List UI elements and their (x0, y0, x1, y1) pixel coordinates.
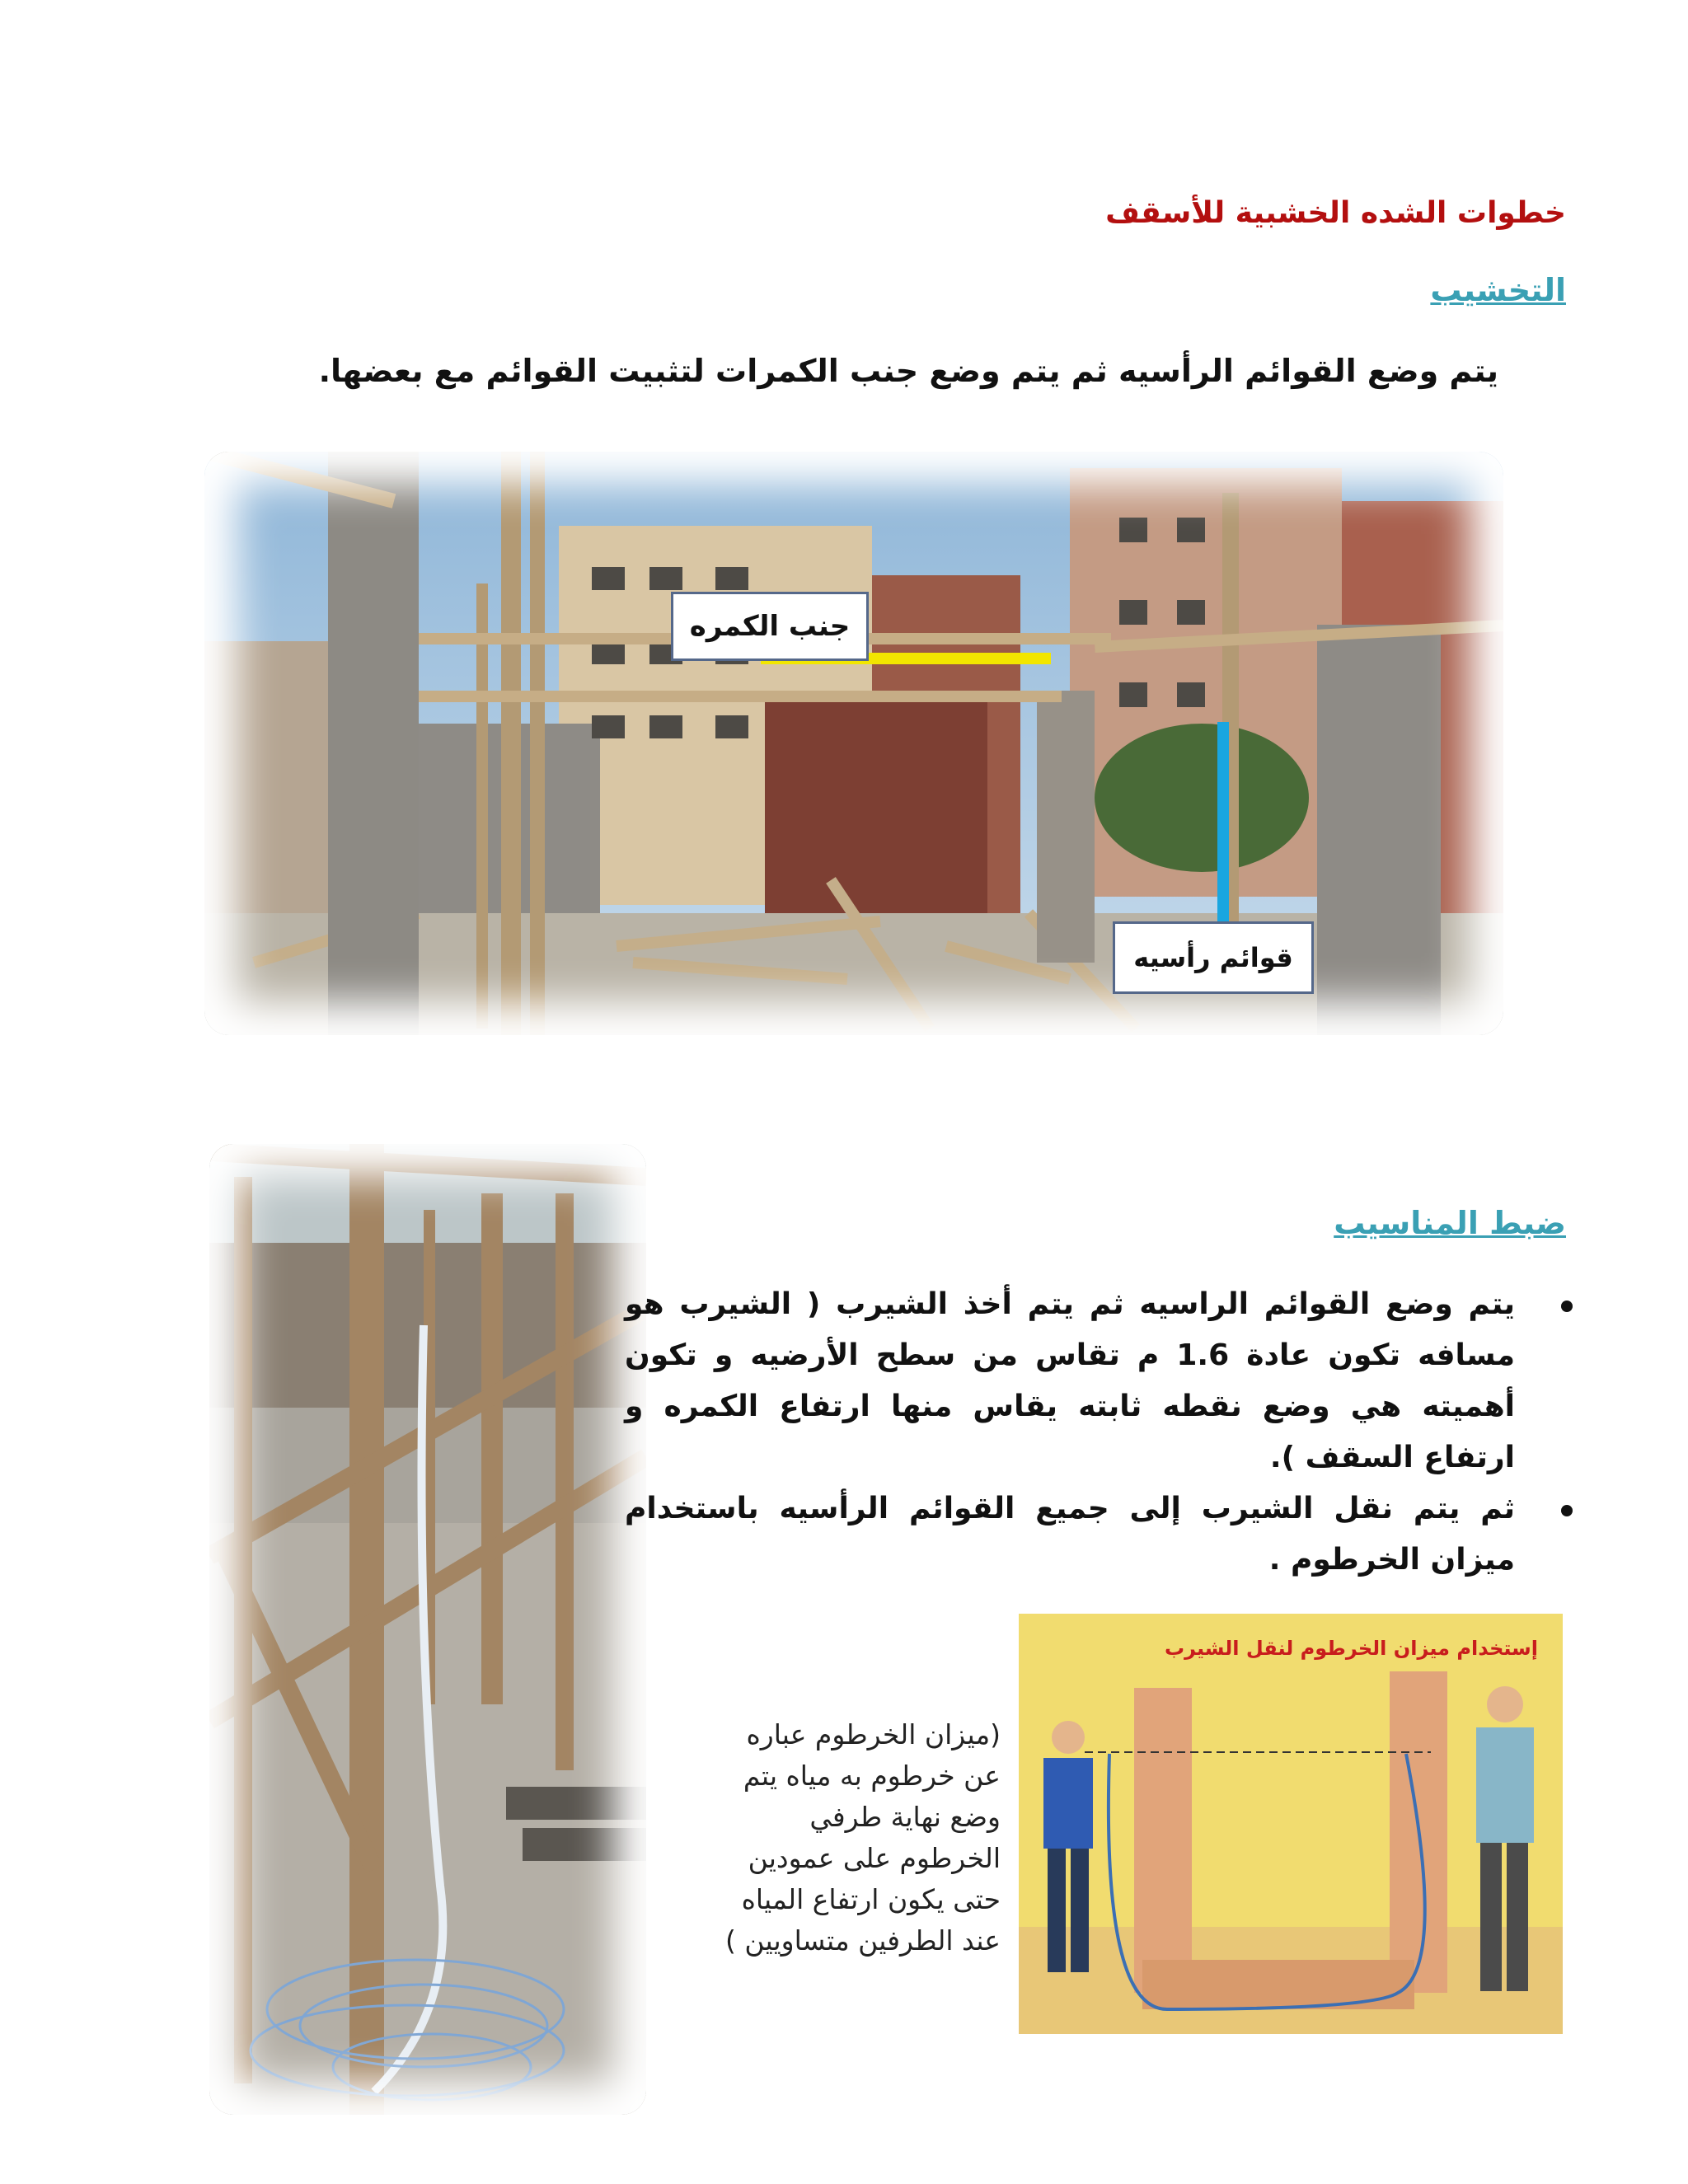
construction-photo-2 (209, 1144, 646, 2115)
list-item (625, 1279, 1515, 1483)
intro-text: يتم وضع القوائم الرأسيه ثم يتم وضع جنب الكمرات لتثبيت القوائم مع بعضها. (318, 353, 1498, 389)
section-heading-formwork: التخشيب (1430, 272, 1566, 308)
section-heading-levels: ضبط المناسيب (1334, 1205, 1566, 1241)
diagram-title: إستخدام ميزان الخرطوم لنقل الشيرب (1164, 1637, 1538, 1660)
bullet-icon (1561, 1505, 1573, 1516)
bullet-list (625, 1279, 1515, 1586)
label-beam-side: جنب الكمره (671, 592, 869, 661)
bullet-text: ثم يتم نقل الشيرب إلى جميع القوائم الرأسيه باستخدام ميزان الخرطوم . (625, 1492, 1515, 1577)
bullet-icon (1561, 1301, 1573, 1312)
list-item (625, 1483, 1515, 1586)
label-vertical-posts: قوائم رأسيه (1113, 921, 1314, 994)
hose-level-note: (ميزان الخرطوم عباره عن خرطوم به مياه يتم وضع نهاية طرفي الخرطوم على عمودين حتى يكون ارتفاع المياه عند الطرفين متساويين ) (725, 1718, 1001, 1957)
page-title: خطوات الشده الخشبية للأسقف (1105, 196, 1566, 230)
hose-level-diagram (1019, 1614, 1563, 2034)
bullet-text: يتم وضع القوائم الراسيه ثم يتم أخذ الشيرب ( الشيرب هو مسافه تكون عادة 1.6 م تقاس من سطح الأرضيه و تكون أهميته هي وضع نقطه ثابته يقاس منها ارتفاع الكمره و ارتفاع السقف ). (625, 1287, 1515, 1474)
